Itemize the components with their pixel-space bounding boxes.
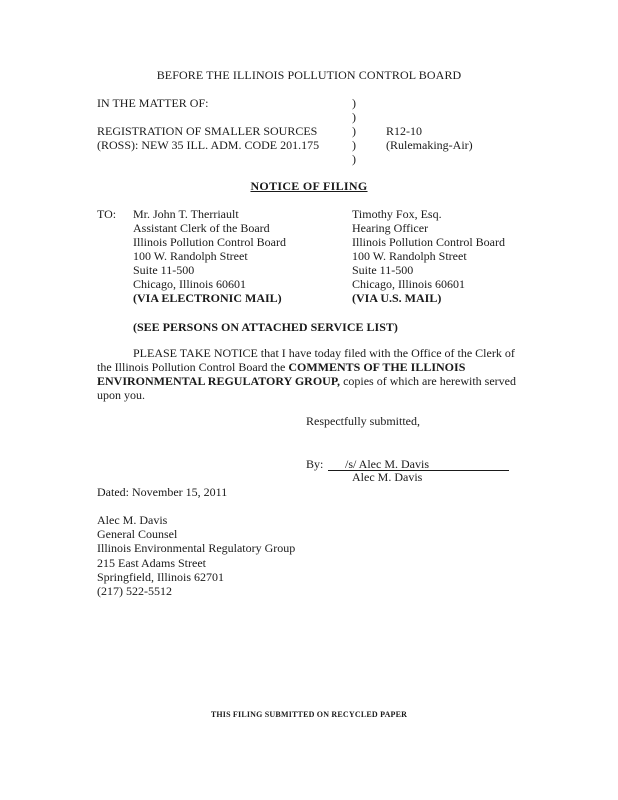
notice-paragraph xyxy=(97,346,529,402)
signature-block-line: General Counsel xyxy=(97,527,178,542)
address-line: Suite 11-500 xyxy=(133,263,195,277)
paragraph-text: the Illinois Pollution Control Board the xyxy=(97,360,289,374)
docket-info xyxy=(386,124,473,152)
address-line: Illinois Pollution Control Board xyxy=(133,235,287,249)
paragraph-line: PLEASE TAKE NOTICE that I have today filed with the Office of the Clerk of xyxy=(133,346,515,360)
caption-line: (ROSS): NEW 35 ILL. ADM. CODE 201.175 xyxy=(97,138,320,152)
address-line: Timothy Fox, Esq. xyxy=(352,207,442,221)
paragraph-text: copies of which are herewith served xyxy=(340,374,516,388)
docket-number: R12-10 xyxy=(386,124,422,138)
caption-paren: ) xyxy=(352,110,356,124)
recipient-address-hearing-officer xyxy=(352,207,505,305)
address-line: Chicago, Illinois 60601 xyxy=(133,277,246,291)
notice-title: NOTICE OF FILING xyxy=(250,179,368,193)
caption-parentheses xyxy=(352,96,356,166)
signature-block-line: 215 East Adams Street xyxy=(97,555,206,570)
by-label: By: xyxy=(306,457,324,471)
caption-line: REGISTRATION OF SMALLER SOURCES xyxy=(97,124,318,138)
address-line: Assistant Clerk of the Board xyxy=(133,221,270,235)
paragraph-line xyxy=(97,374,529,388)
filing-title: ENVIRONMENTAL REGULATORY GROUP, xyxy=(97,374,341,388)
caption-paren: ) xyxy=(352,124,356,138)
delivery-method: (VIA ELECTRONIC MAIL) xyxy=(133,291,282,305)
electronic-signature: /s/ Alec M. Davis xyxy=(345,457,429,471)
recipient-address-clerk xyxy=(133,207,286,305)
respectfully-submitted: Respectfully submitted, xyxy=(306,414,420,428)
to-label: TO: xyxy=(97,207,117,221)
service-list-note: (SEE PERSONS ON ATTACHED SERVICE LIST) xyxy=(133,320,398,334)
filing-title: COMMENTS OF THE ILLINOIS xyxy=(288,360,466,374)
signature-block-line: Alec M. Davis xyxy=(97,513,168,527)
caption-paren: ) xyxy=(352,138,356,152)
date-line: Dated: November 15, 2011 xyxy=(97,485,228,499)
signature-block-line: (217) 522-5512 xyxy=(97,583,172,598)
paragraph-line: upon you. xyxy=(97,388,145,402)
address-line: Chicago, Illinois 60601 xyxy=(352,277,465,291)
docket-type: (Rulemaking-Air) xyxy=(386,138,473,152)
caption-line xyxy=(97,152,319,166)
signature-block-line: Springfield, Illinois 62701 xyxy=(97,569,224,584)
recycled-paper-footer: THIS FILING SUBMITTED ON RECYCLED PAPER xyxy=(210,710,408,719)
signature-block xyxy=(97,513,295,598)
address-line: Suite 11-500 xyxy=(352,263,414,277)
delivery-method: (VIA U.S. MAIL) xyxy=(352,291,442,305)
address-line: Illinois Pollution Control Board xyxy=(352,235,506,249)
paragraph-line xyxy=(97,360,529,374)
caption-paren: ) xyxy=(352,152,356,166)
address-line: Hearing Officer xyxy=(352,221,429,235)
signer-name: Alec M. Davis xyxy=(352,470,423,484)
address-line: Mr. John T. Therriault xyxy=(133,207,239,221)
caption-line: IN THE MATTER OF: xyxy=(97,96,209,110)
document-header: BEFORE THE ILLINOIS POLLUTION CONTROL BOARD xyxy=(156,68,462,82)
address-line: 100 W. Randolph Street xyxy=(352,249,467,263)
case-caption-matter xyxy=(97,96,319,166)
caption-line xyxy=(97,110,319,124)
address-line: 100 W. Randolph Street xyxy=(133,249,248,263)
signature-block-line: Illinois Environmental Regulatory Group xyxy=(97,541,296,556)
caption-paren: ) xyxy=(352,96,356,110)
